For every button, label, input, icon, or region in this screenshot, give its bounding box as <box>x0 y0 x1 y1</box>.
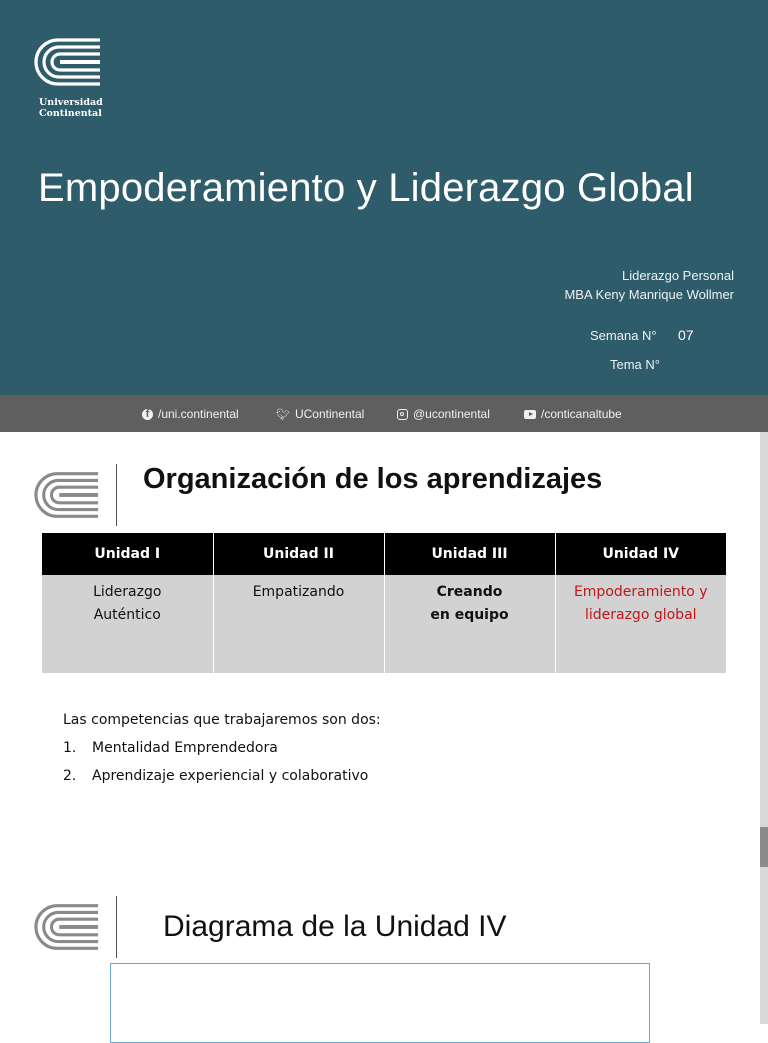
table-cell <box>384 575 555 673</box>
table-cell-highlight <box>555 575 726 673</box>
continental-logo-icon <box>34 470 100 520</box>
competencias-intro: Las competencias que trabajaremos son dos: <box>63 712 381 728</box>
vertical-scrollbar[interactable] <box>760 432 768 1024</box>
list-text: Aprendizaje experiencial y colaborativo <box>92 768 369 784</box>
cell-line: Auténtico <box>93 607 161 623</box>
social-footer <box>0 395 768 432</box>
list-item <box>63 734 381 762</box>
list-text: Mentalidad Emprendedora <box>92 740 278 756</box>
cell-line: Creando <box>436 584 503 600</box>
cell-line: en equipo <box>430 607 509 623</box>
table-header: Unidad IV <box>555 533 726 575</box>
course-name: Liderazgo Personal <box>621 268 734 283</box>
table-header-row <box>42 533 726 575</box>
list-number: 2. <box>63 768 77 784</box>
social-handle: /uni.continental <box>158 407 239 421</box>
list-number: 1. <box>63 740 77 756</box>
social-facebook[interactable] <box>142 407 239 421</box>
table-header: Unidad I <box>42 533 213 575</box>
youtube-icon <box>524 410 536 419</box>
course-info <box>564 266 734 304</box>
table-row <box>42 575 726 673</box>
instructor-name: MBA Keny Manrique Wollmer <box>564 287 734 302</box>
table-header: Unidad II <box>213 533 384 575</box>
instagram-icon <box>397 409 408 420</box>
logo-text <box>39 97 103 119</box>
logo-text-line: Universidad <box>39 97 103 108</box>
section-title: Diagrama de la Unidad IV <box>163 910 507 943</box>
social-handle: @ucontinental <box>413 407 490 421</box>
diagram-box <box>110 963 650 1043</box>
semana-label: Semana N° <box>590 328 657 343</box>
table-cell <box>213 575 384 673</box>
logo-text-line: Continental <box>39 108 102 119</box>
twitter-icon: 🐦︎ <box>276 408 290 421</box>
social-twitter[interactable] <box>276 407 364 421</box>
scrollbar-thumb[interactable] <box>760 827 768 867</box>
semana-number: 07 <box>678 327 694 343</box>
competencias-list <box>63 706 381 790</box>
title-divider <box>116 464 117 526</box>
table-cell <box>42 575 213 673</box>
section-title: Organización de los aprendizajes <box>143 463 603 495</box>
facebook-icon: f <box>142 409 153 420</box>
cell-line: liderazgo global <box>584 607 697 623</box>
tema-label: Tema N° <box>610 357 660 372</box>
social-instagram[interactable] <box>397 407 490 421</box>
title-slide <box>0 0 768 395</box>
cell-line: Empoderamiento y <box>573 584 708 600</box>
continental-logo-icon <box>34 37 102 87</box>
cell-line: Empatizando <box>252 584 345 600</box>
slide-title: Empoderamiento y Liderazgo Global <box>38 166 694 210</box>
social-handle: /conticanaltube <box>541 407 622 421</box>
list-item <box>63 762 381 790</box>
social-youtube[interactable] <box>524 407 622 421</box>
continental-logo-icon <box>34 902 100 952</box>
title-divider <box>116 896 117 958</box>
table-header: Unidad III <box>384 533 555 575</box>
social-handle: UContinental <box>294 407 365 421</box>
cell-line: Liderazgo <box>93 584 162 600</box>
units-table <box>42 533 726 673</box>
